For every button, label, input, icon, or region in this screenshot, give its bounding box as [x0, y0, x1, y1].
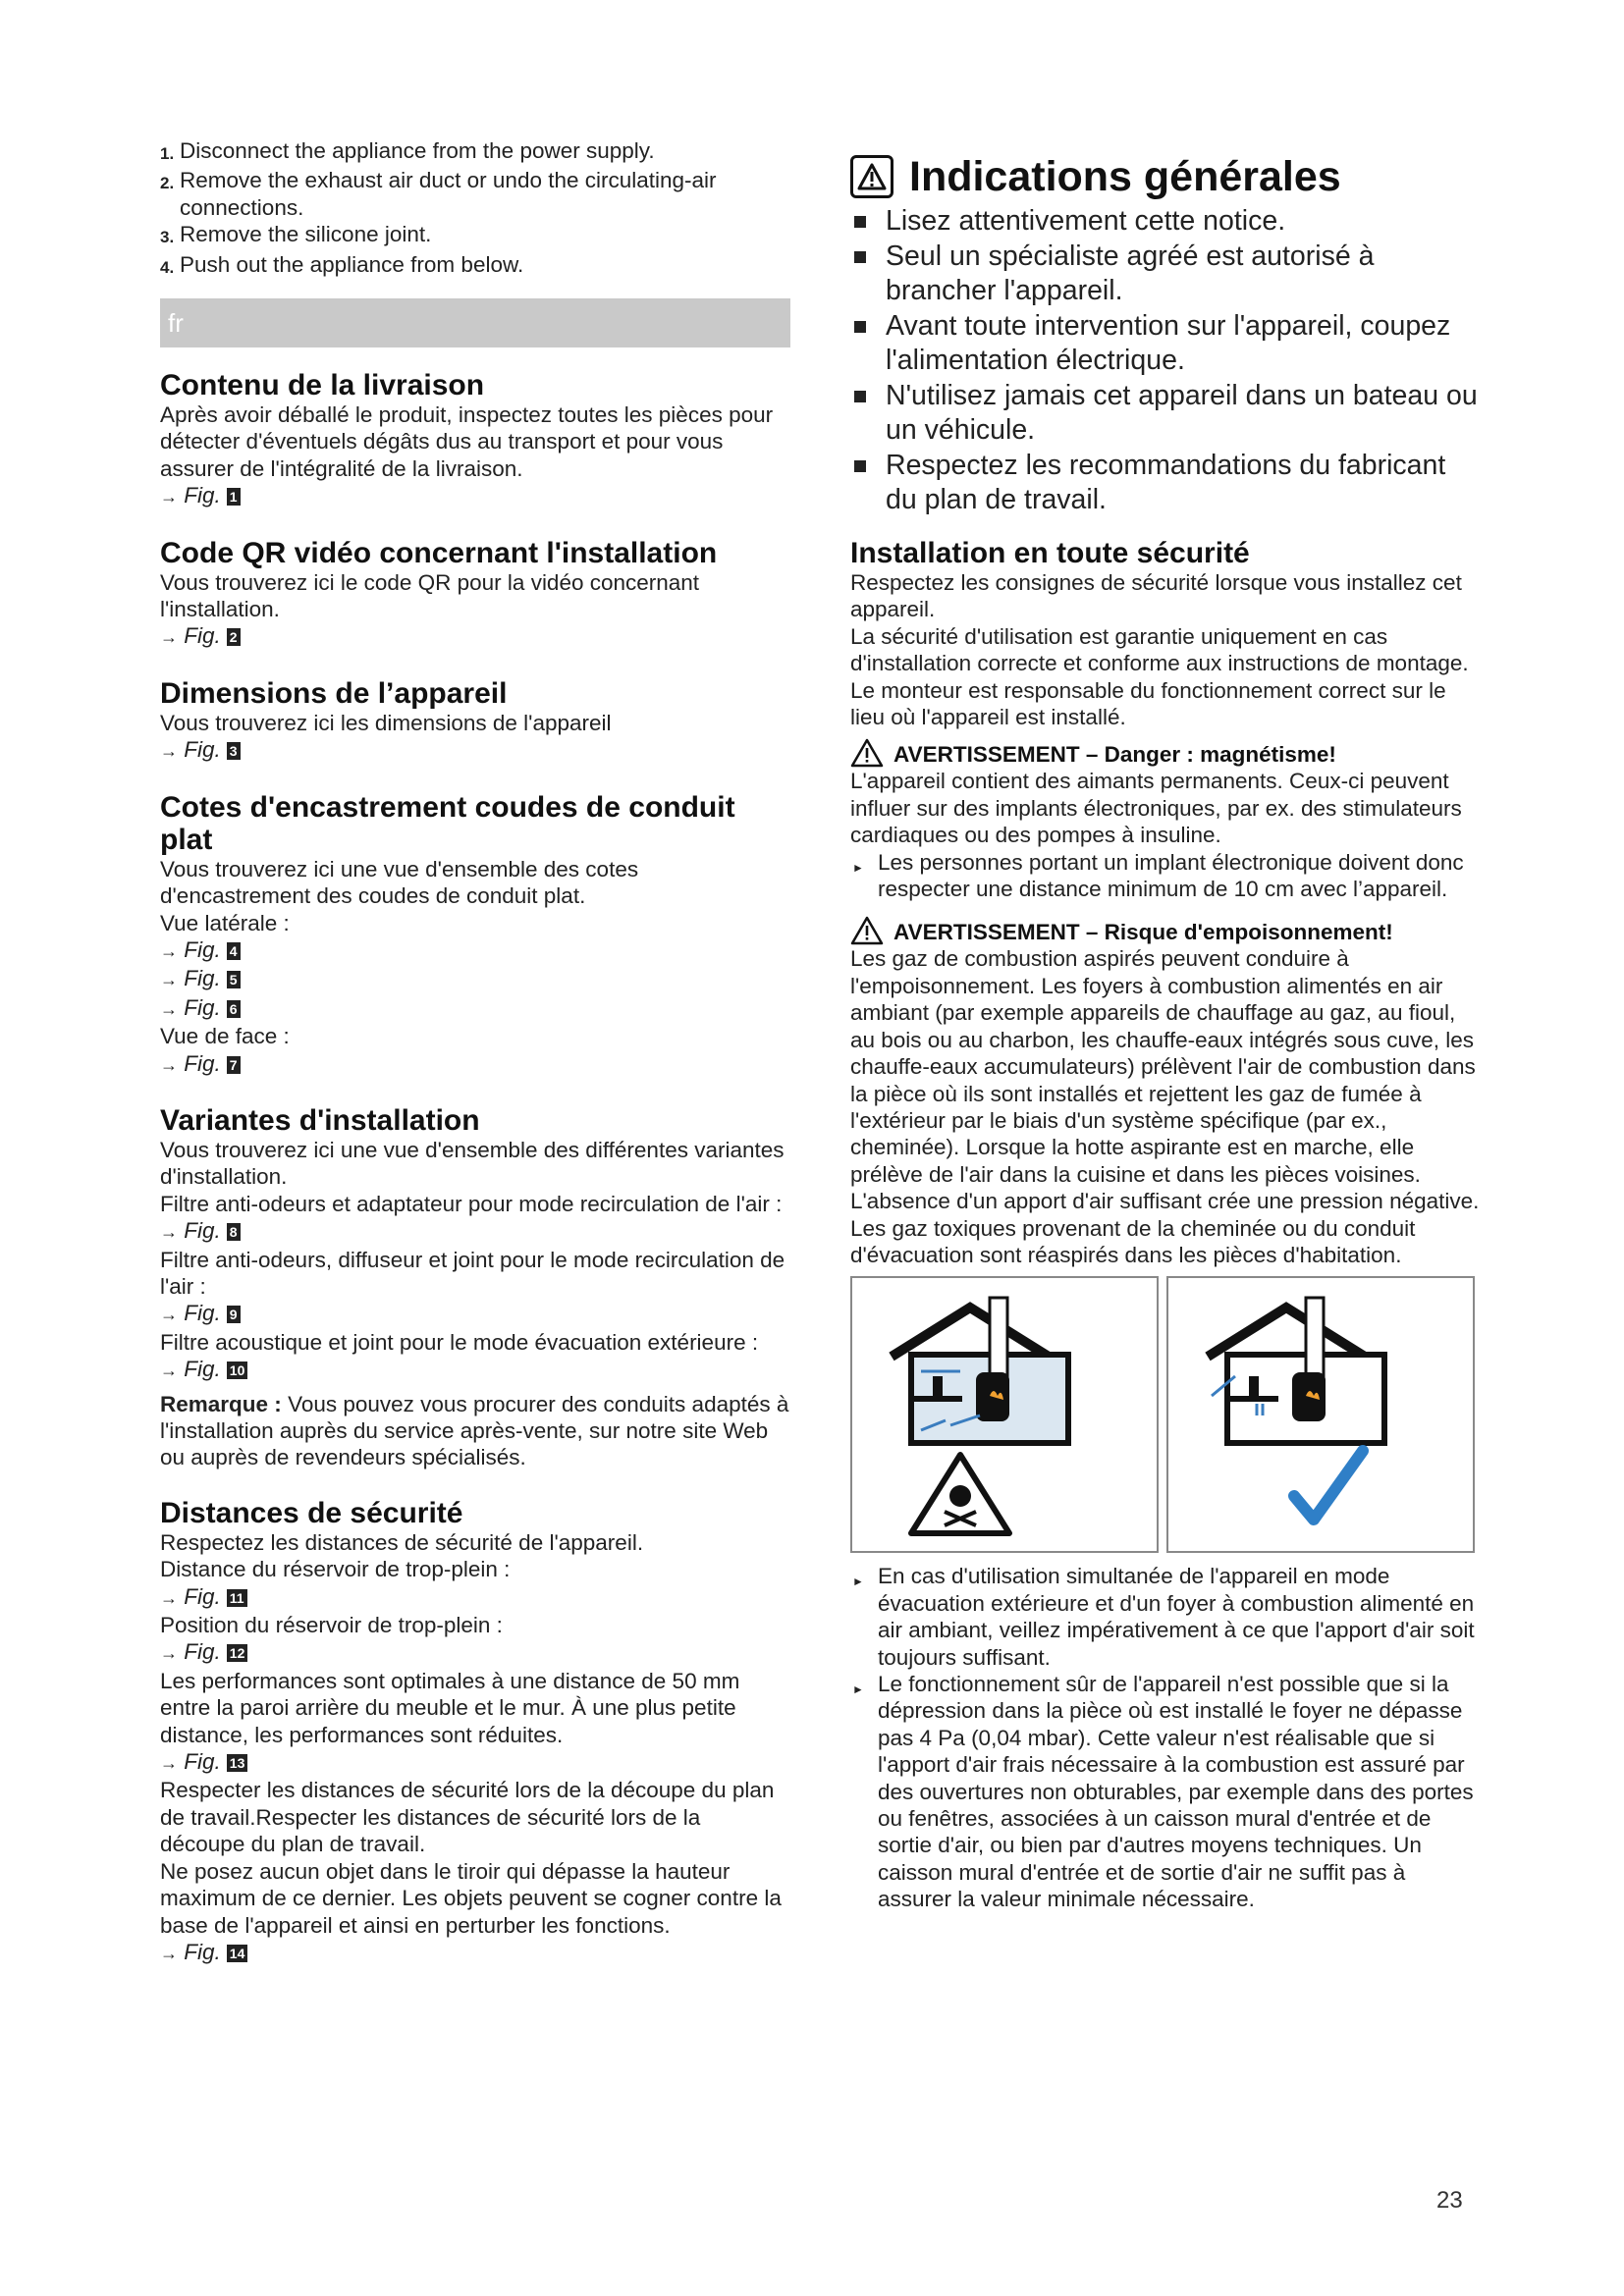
section-qr-video: Code QR vidéo concernant l'installation Vous trouverez ici le code QR pour la vidéo concernant l'installation. → Fig. 2 [160, 537, 790, 652]
bullet-square-icon [854, 460, 866, 472]
bullet-square-icon [854, 321, 866, 333]
section-delivery: Contenu de la livraison Après avoir déballé le produit, inspectez toutes les pièces pour détecter d'éventuels dégâts dus au transport et pour vous assurer de l'intégralité de la livraison. → Fig. 1 [160, 369, 790, 511]
list-item: 2. Remove the exhaust air duct or undo the circulating-air connections. [160, 168, 717, 220]
figure-ref: → Fig. 1 [160, 482, 790, 510]
figure-ref: → Fig. 12 [160, 1638, 790, 1667]
warning-magnetism-title: AVERTISSEMENT – Danger : magnétisme! [850, 742, 1481, 768]
list-item: Seul un spécialiste agréé est autorisé à brancher l'appareil. [850, 240, 1481, 308]
left-column [160, 137, 790, 1967]
general-indications-title: Indications générales [850, 153, 1481, 200]
list-item: 4. Push out the appliance from below. [160, 251, 524, 277]
figure-ref: → Fig. 14 [160, 1939, 790, 1967]
warning-poisoning-actions [850, 1563, 1481, 1912]
figure-ref: → Fig. 8 [160, 1217, 790, 1246]
arrow-bullet-icon: ► [852, 1575, 864, 1589]
figure-ref: → Fig. 5 [160, 965, 790, 993]
arrow-bullet-icon: ► [852, 1682, 864, 1696]
ventilation-illustration [850, 1276, 1481, 1553]
section-duct-dimensions: Cotes d'encastrement coudes de conduit plat Vous trouverez ici une vue d'ensemble des cotes d'encastrement des coudes de conduit plat. Vue latérale : → Fig. 4 → Fig. 5 → Fig. 6 Vue de face : → Fig. 7 [160, 791, 790, 1079]
figure-ref: → Fig. 11 [160, 1583, 790, 1612]
language-bar: fr [160, 298, 790, 347]
list-item: ► Les personnes portant un implant électronique doivent donc respecter une distance minimum de 10 cm avec l’appareil. [852, 849, 1464, 902]
figure-ref: → Fig. 3 [160, 736, 790, 765]
warning-magnetism-actions [850, 849, 1481, 903]
list-item: ► En cas d'utilisation simultanée de l'appareil en mode évacuation extérieure et d'un foyer à combustion alimenté en air ambiant, veillez impérativement à ce que l'apport d'air soit toujours suffisant. [852, 1564, 1475, 1670]
section-title: Variantes d'installation [160, 1103, 480, 1137]
arrow-bullet-icon: ► [852, 860, 864, 875]
section-title: Installation en toute sécurité [850, 537, 1250, 569]
figure-ref: → Fig. 7 [160, 1050, 790, 1079]
section-variants: Variantes d'installation Vous trouverez ici une vue d'ensemble des différentes variantes d'installation. Filtre anti-odeurs et adaptateur pour mode recirculation de l'air : → Fig. 8 Filtre anti-odeurs, diffuseur et joint pour le mode recirculation de l'air : → Fig. 9 Filtre acoustique et joint pour le mode évacuation extérieure : → Fig. 10 Remarque : Vous pouvez vous procurer des conduits adaptés à l'installation auprès du service après-vente, sur notre site Web ou auprès de revendeurs spécialisés. [160, 1103, 789, 1470]
figure-ref: → Fig. 10 [160, 1356, 790, 1384]
warning-icon [850, 155, 893, 198]
list-item: N'utilisez jamais cet appareil dans un bateau ou un véhicule. [850, 379, 1481, 448]
list-item: Lisez attentivement cette notice. [850, 204, 1481, 239]
warning-triangle-icon [850, 916, 884, 945]
figure-ref: → Fig. 6 [160, 994, 790, 1023]
illustration-ok [1166, 1276, 1475, 1553]
checkmark-icon [1294, 1451, 1363, 1520]
figure-ref: → Fig. 4 [160, 936, 790, 965]
warning-poisoning-title: AVERTISSEMENT – Risque d'empoisonnement! [850, 920, 1481, 945]
list-item: Respectez les recommandations du fabricant du plan de travail. [850, 449, 1481, 517]
warning-triangle-icon [850, 738, 884, 768]
removal-steps [160, 137, 790, 281]
section-title: Cotes d'encastrement coudes de conduit plat [160, 790, 735, 856]
figure-ref: → Fig. 9 [160, 1300, 790, 1328]
illustration-danger [850, 1276, 1159, 1553]
section-safety-distances: Distances de sécurité Respectez les distances de sécurité de l'appareil. Distance du réservoir de trop-plein : → Fig. 11 Position du réservoir de trop-plein : → Fig. 12 Les performances sont optimales à une distance de 50 mm entre la paroi arrière du meuble et le mur. À une plus petite distance, les performances sont réduites. → Fig. 13 Respecter les distances de sécurité lors de la découpe du plan de travail.Respecter les distances de sécurité lors de la découpe du plan de travail. Ne posez aucun objet dans le tiroir qui dépasse la hauteur maximum de ce dernier. Les objets peuvent se cogner contre la base de l'appareil et ainsi en perturber les fonctions. → Fig. 14 [160, 1497, 790, 1968]
note: Remarque : Vous pouvez vous procurer des conduits adaptés à l'installation auprès du service après-vente, sur notre site Web ou auprès de revendeurs spécialisés. [160, 1391, 789, 1470]
bullet-square-icon [854, 216, 866, 228]
bullet-square-icon [854, 391, 866, 402]
section-title: Dimensions de l’appareil [160, 676, 508, 710]
list-item: ► Le fonctionnement sûr de l'appareil n'est possible que si la dépression dans la pièce où est installé le foyer ne dépasse pas 4 Pa (0,04 mbar). Cette valeur n'est réalisable que si l'apport d'air frais nécessaire à la combustion est assuré par des ouvertures non obturables, par exemple dans des portes ou fenêtres, associées à un caisson mural d'entrée et de sortie d'air, ou bien par d'autres moyens techniques. Un caisson mural d'entrée et de sortie d'air ne suffit pas à assurer la valeur minimale nécessaire. [852, 1671, 1474, 1912]
list-item: 3. Remove the silicone joint. [160, 222, 432, 247]
figure-ref: → Fig. 13 [160, 1748, 790, 1777]
page-number: 23 [1436, 2187, 1463, 2214]
list-item: 1. Disconnect the appliance from the power supply. [160, 138, 655, 163]
figure-ref: → Fig. 2 [160, 622, 790, 651]
section-title: Distances de sécurité [160, 1496, 463, 1529]
list-item: Avant toute intervention sur l'appareil, coupez l'alimentation électrique. [850, 309, 1481, 378]
right-column [850, 137, 1481, 1913]
section-safe-installation: Installation en toute sécurité Respectez les consignes de sécurité lorsque vous installez cet appareil. La sécurité d'utilisation est garantie uniquement en cas d'installation correcte et conforme aux instructions de montage. Le monteur est responsable du fonctionnement correct sur le lieu où l'appareil est installé. AVERTISSEMENT – Danger : magnétisme! L'appareil contient des aimants permanents. Ceux-ci peuvent influer sur des implants électroniques, par ex. des stimulateurs cardiaques ou des pompes à insuline. ► Les personnes portant un implant électronique doivent donc respecter une distance minimum de 10 cm avec l’appareil. AVERTISSEMENT – Risque d'empoisonnement! Les gaz de combustion aspirés peuvent conduire à l'empoisonnement. Les foyers à combustion alimentés en air ambiant (par exemple appareils de chauffage au gaz, au fioul, au bois ou au charbon, les chauffe-eaux intégrés sous cuve, les chauffe-eaux accumulateurs) prélèvent l'air de combustion dans la pièce où ils sont installés et rejettent les gaz de fumée à l'extérieur par le biais d'un système spécifique (par ex., cheminée). Lorsque la hotte aspirante est en marche, elle prélève de l'air dans la cuisine et dans les pièces voisines. L'absence d'un apport d'air suffisant crée une pression négative. Les gaz toxiques provenant de la cheminée ou du conduit d'évacuation sont réaspirés dans les pièces d'habitation. ► En cas d'utilisation simultanée de l'appareil en mode évacuation extérieure et d'un foyer à combustion alimenté en air ambiant, veillez impérativement à ce que l'apport d'air soit toujours suffisant. ► Le fonctionnement sûr de l'appareil n'est possible que si la dépression dans la pièce où est installé le foyer ne dépasse pas 4 Pa (0,04 mbar). Cette valeur n'est réalisable que si l'apport d'air frais nécessaire à la combustion est assuré par des ouvertures non obturables, par exemple dans des portes ou fenêtres, associées à un caisson mural d'entrée et de sortie d'air, ou bien par d'autres moyens techniques. Un caisson mural d'entrée et de sortie d'air ne suffit pas à assurer la valeur minimale nécessaire. [850, 537, 1480, 1912]
section-title: Contenu de la livraison [160, 369, 485, 402]
bullet-square-icon [854, 251, 866, 263]
section-dimensions: Dimensions de l’appareil Vous trouverez ici les dimensions de l'appareil → Fig. 3 [160, 677, 790, 766]
general-bullets [850, 204, 1481, 517]
section-title: Code QR vidéo concernant l'installation [160, 536, 718, 569]
